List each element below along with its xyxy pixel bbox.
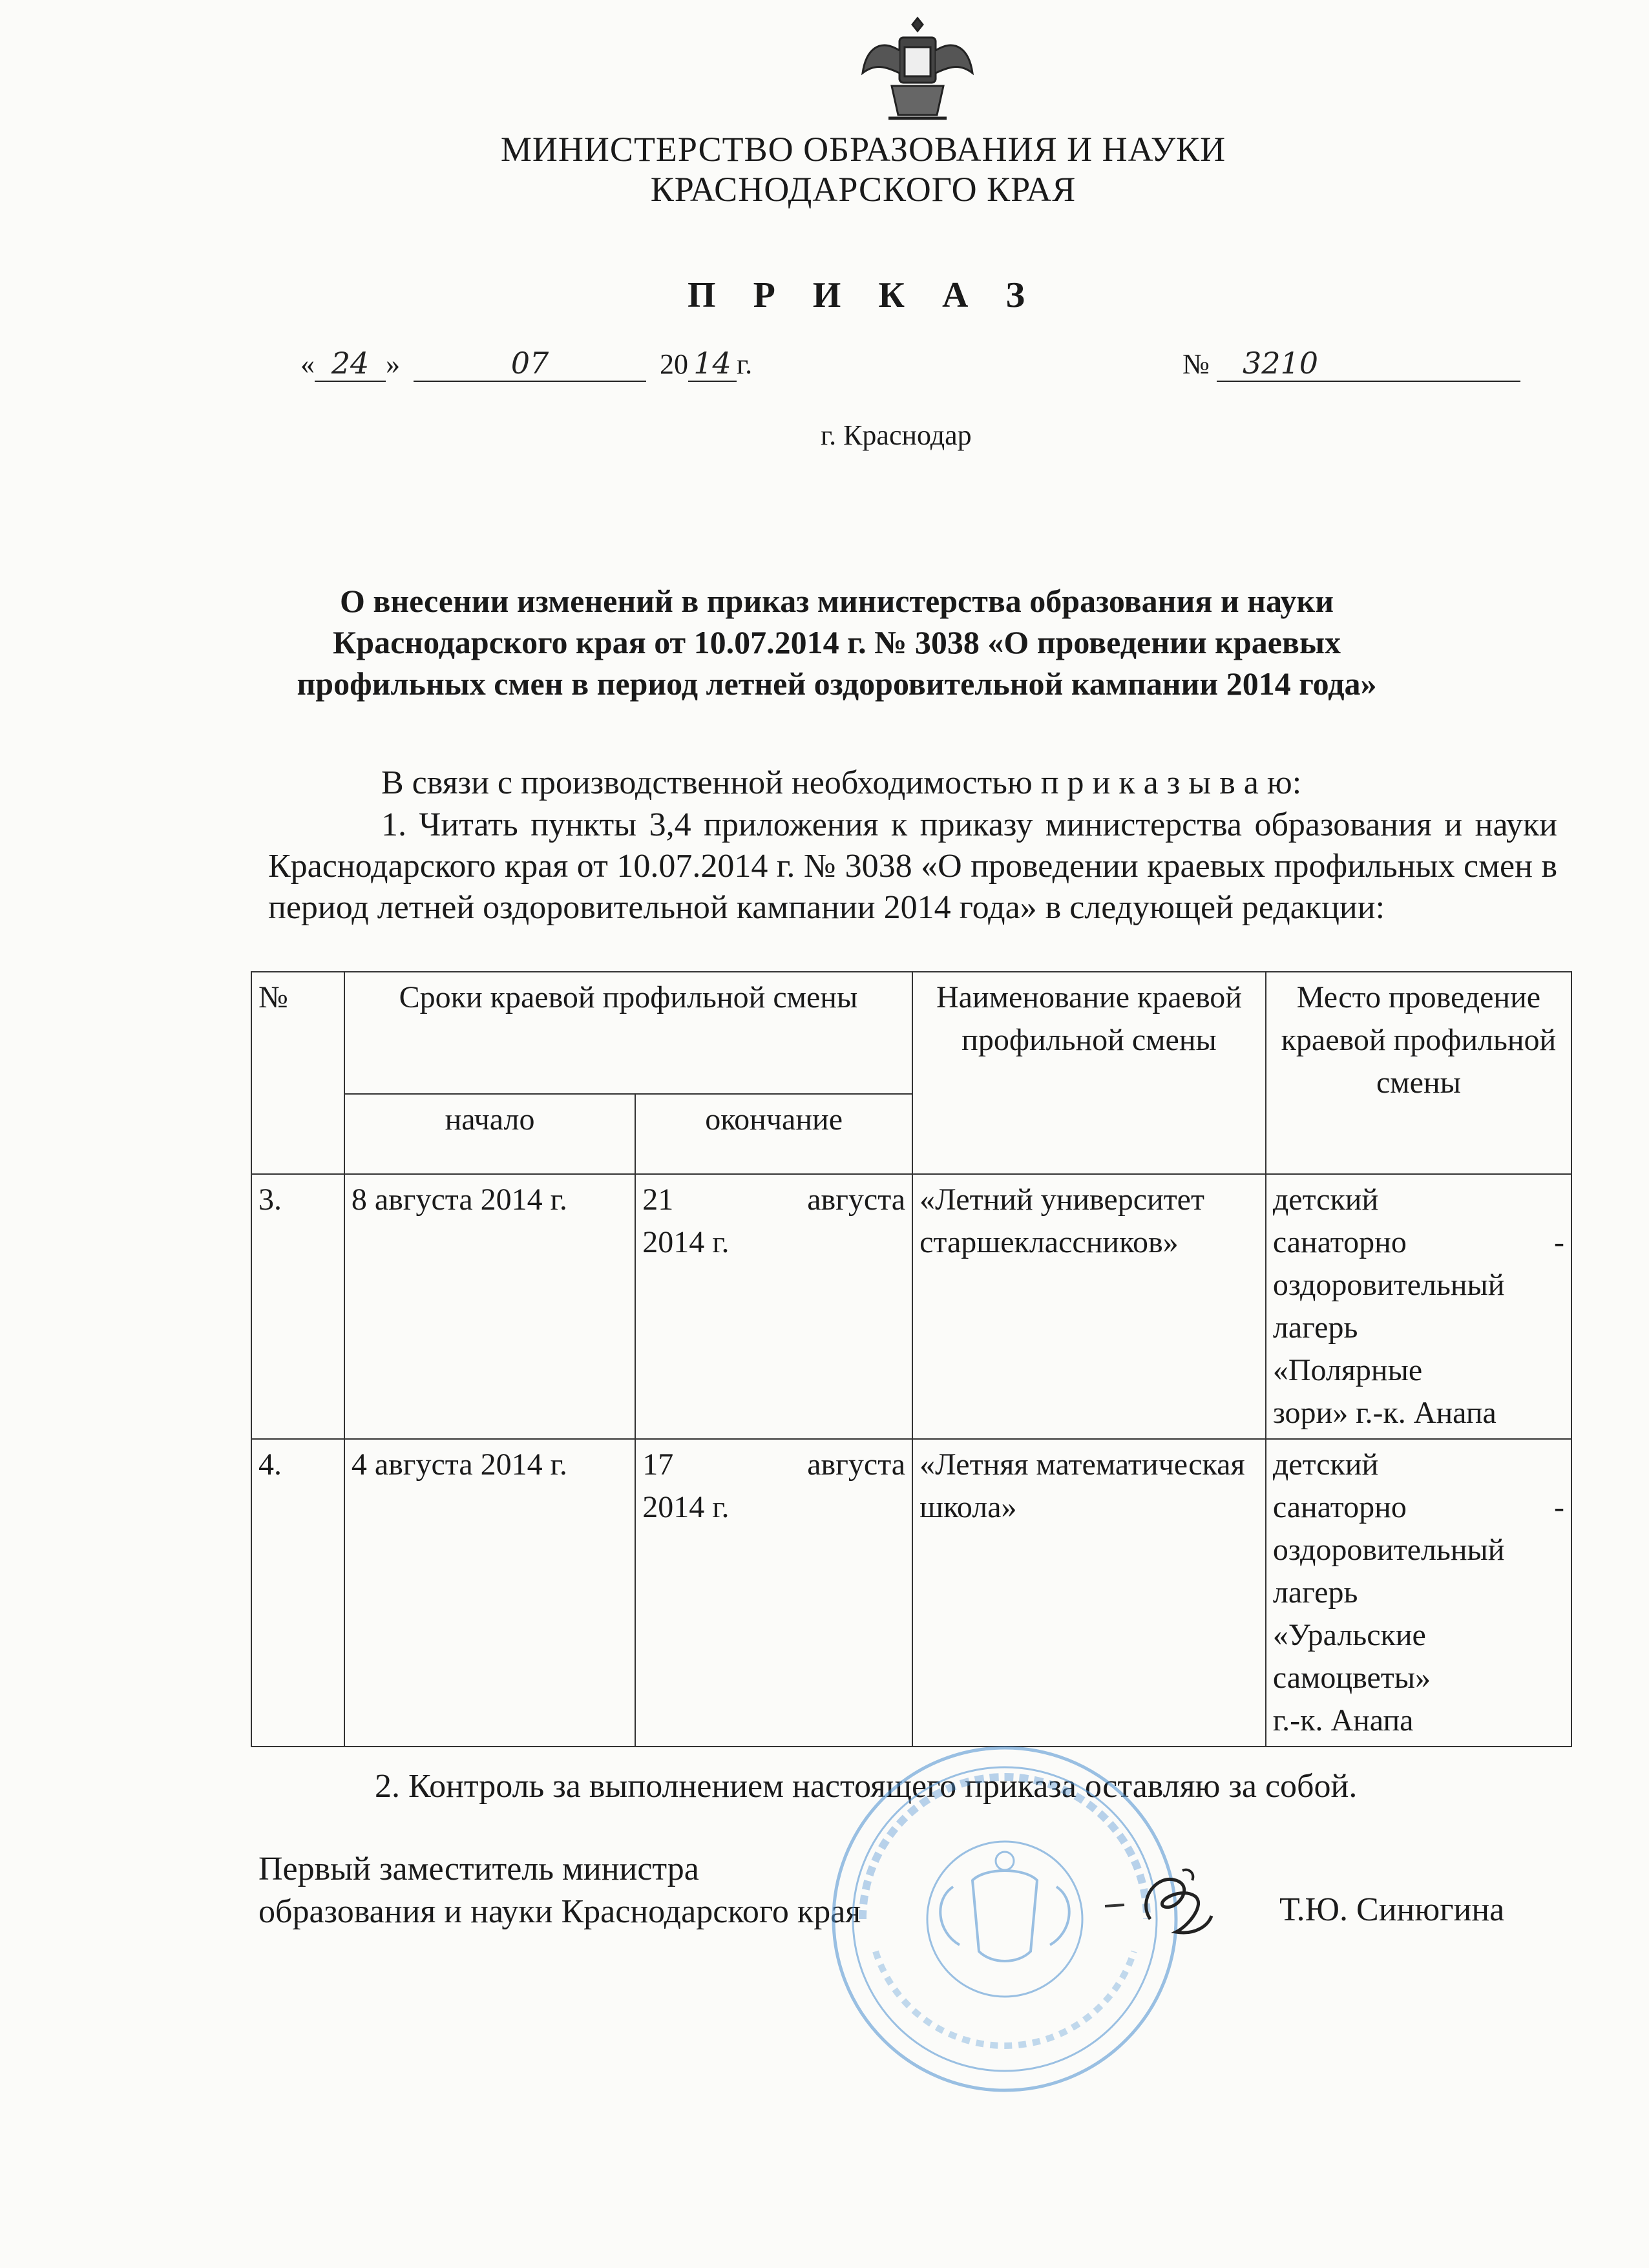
header-period: Сроки краевой профильной смены — [344, 972, 912, 1094]
number-sign: № — [1182, 348, 1210, 380]
signer-position — [258, 1848, 861, 1933]
order-intro: В связи с производственной необходимостью п р и к а з ы в а ю: — [381, 764, 1302, 801]
date-month: 07 — [414, 346, 646, 382]
place-line: г.-к. Анапа — [1272, 1703, 1414, 1738]
row-end-year: 2014 г. — [642, 1490, 730, 1524]
signer-position-line: образования и науки Краснодарского края — [258, 1893, 861, 1930]
place-line: оздоровительный — [1272, 1268, 1505, 1302]
date-year-prefix: 20 — [660, 348, 688, 380]
place-line: детский — [1272, 1447, 1379, 1482]
place-line: детский — [1272, 1182, 1379, 1217]
ministry-name-line1: МИНИСТЕРСТВО ОБРАЗОВАНИЯ И НАУКИ — [500, 130, 1226, 169]
place-line: лагерь — [1272, 1310, 1358, 1345]
place-line: оздоровительный — [1272, 1533, 1505, 1567]
date-year-unit: г. — [737, 348, 753, 380]
table-row — [251, 1439, 1571, 1747]
place-line: самоцветы» — [1272, 1661, 1431, 1695]
row-no: 4. — [251, 1439, 344, 1747]
order-item-1-text: 1. Читать пункты 3,4 приложения к приказу министерства образования и науки Краснодарского края от 10.07.2014 г. № 3038 «О проведении краевых профильных смен в период летней оздоровительной кампании 2014 года» в следующей редакции: — [268, 806, 1557, 926]
row-name: «Летняя математическая школа» — [912, 1439, 1266, 1747]
row-end — [635, 1174, 912, 1439]
city-name: г. Краснодар — [821, 419, 972, 451]
subject-line: профильных смен в период летней оздоровительной кампании 2014 года» — [297, 666, 1377, 702]
header-name: Наименование краевой профильной смены — [912, 972, 1266, 1174]
order-item-1 — [268, 804, 1557, 929]
header-place: Место проведение краевой профильной смены — [1266, 972, 1571, 1174]
shifts-table — [251, 971, 1572, 1747]
place-line: зори» г.-к. Анапа — [1272, 1396, 1497, 1430]
coat-of-arms-icon — [853, 12, 982, 128]
row-start: 4 августа 2014 г. — [344, 1439, 635, 1747]
signer-position-line: Первый заместитель министра — [258, 1851, 699, 1887]
header-no: № — [251, 972, 344, 1174]
row-no: 3. — [251, 1174, 344, 1439]
header-end: окончание — [635, 1094, 912, 1174]
subject-line: Краснодарского края от 10.07.2014 г. № 3038 «О проведении краевых — [333, 624, 1341, 660]
place-line: санаторно — [1272, 1490, 1407, 1524]
handwritten-signature-icon — [1098, 1861, 1254, 1945]
ministry-name-line2: КРАСНОДАРСКОГО КРАЯ — [650, 170, 1077, 209]
row-end-month: августа — [807, 1447, 906, 1482]
date-field — [300, 346, 752, 382]
table-row — [251, 1174, 1571, 1439]
place-line: «Уральские — [1272, 1618, 1426, 1652]
date-open-quote: « — [300, 348, 315, 380]
place-line: «Полярные — [1272, 1353, 1423, 1387]
order-number-field — [1182, 346, 1520, 382]
place-dash: - — [1554, 1225, 1564, 1259]
place-dash: - — [1554, 1490, 1564, 1524]
document-type-title: П Р И К А З — [688, 275, 1039, 315]
row-end-day: 21 — [642, 1182, 674, 1217]
row-start: 8 августа 2014 г. — [344, 1174, 635, 1439]
subject-line: О внесении изменений в приказ министерства образования и науки — [339, 583, 1334, 619]
signer-name: Т.Ю. Синюгина — [1279, 1891, 1505, 1928]
row-end-year: 2014 г. — [642, 1225, 730, 1259]
place-line: санаторно — [1272, 1225, 1407, 1259]
order-item-2: 2. Контроль за выполнением настоящего приказа оставляю за собой. — [375, 1768, 1358, 1805]
date-close-quote: » — [386, 348, 400, 380]
row-place — [1266, 1174, 1571, 1439]
row-name: «Летний университет старшеклассников» — [912, 1174, 1266, 1439]
row-end-day: 17 — [642, 1447, 674, 1482]
date-day: 24 — [315, 346, 386, 382]
order-subject — [246, 580, 1428, 704]
row-place — [1266, 1439, 1571, 1747]
date-year-suffix: 14 — [688, 346, 737, 382]
order-number: 3210 — [1217, 346, 1520, 382]
row-end-month: августа — [807, 1182, 906, 1217]
place-line: лагерь — [1272, 1575, 1358, 1610]
row-end — [635, 1439, 912, 1747]
header-start: начало — [344, 1094, 635, 1174]
